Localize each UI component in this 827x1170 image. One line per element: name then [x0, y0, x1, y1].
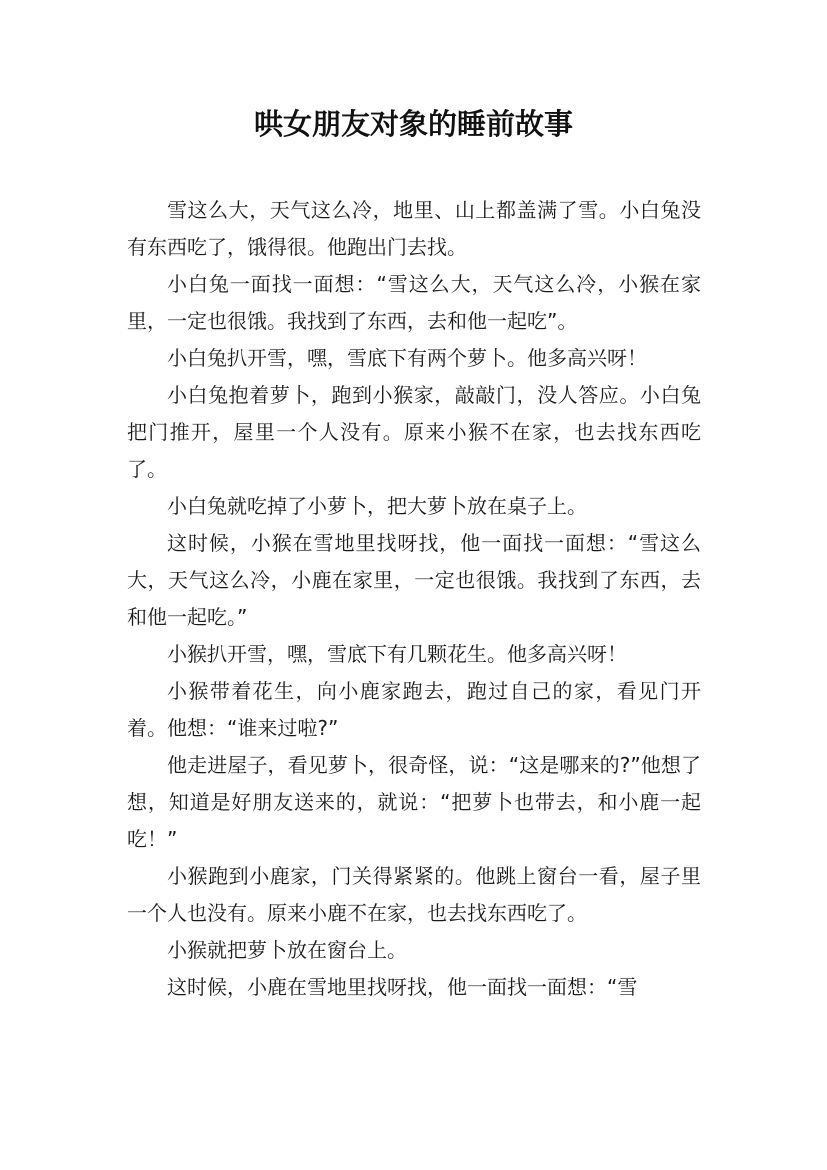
paragraph: 小白兔就吃掉了小萝卜，把大萝卜放在桌子上。: [167, 494, 587, 518]
paragraph: 小猴带着花生，向小鹿家跑去，跑过自己的家，看见门开着。他想：“谁来过啦?”: [127, 679, 701, 740]
document-title: 哄女朋友对象的睡前故事: [253, 107, 573, 141]
paragraph: 小猴跑到小鹿家，门关得紧紧的。他跳上窗台一看，屋子里一个人也没有。原来小鹿不在家，也去找东西吃了。: [127, 864, 701, 925]
paragraph: 他走进屋子，看见萝卜，很奇怪，说：“这是哪来的?”他想了想，知道是好朋友送来的，就说：“把萝卜也带去，和小鹿一起吃！”: [127, 753, 701, 851]
paragraph: 这时候，小猴在雪地里找呀找，他一面找一面想：“雪这么大，天气这么冷，小鹿在家里，一定也很饿。我找到了东西，去和他一起吃。”: [127, 531, 701, 629]
paragraph: 小白兔一面找一面想：“雪这么大，天气这么冷，小猴在家里，一定也很饿。我找到了东西，去和他一起吃”。: [127, 272, 701, 333]
paragraph: 小白兔扒开雪，嘿，雪底下有两个萝卜。他多高兴呀！: [167, 346, 647, 370]
paragraph: 小猴扒开雪，嘿，雪底下有几颗花生。他多高兴呀！: [167, 642, 627, 666]
paragraph: 小猴就把萝卜放在窗台上。: [167, 938, 407, 962]
paragraph: 小白兔抱着萝卜，跑到小猴家，敲敲门，没人答应。小白兔把门推开，屋里一个人没有。原来小猴不在家，也去找东西吃了。: [127, 383, 701, 481]
paragraph: 雪这么大，天气这么冷，地里、山上都盖满了雪。小白兔没有东西吃了，饿得很。他跑出门去找。: [127, 198, 701, 259]
document-body: [127, 192, 701, 1006]
paragraph: 这时候，小鹿在雪地里找呀找，他一面找一面想：“雪: [167, 975, 638, 999]
